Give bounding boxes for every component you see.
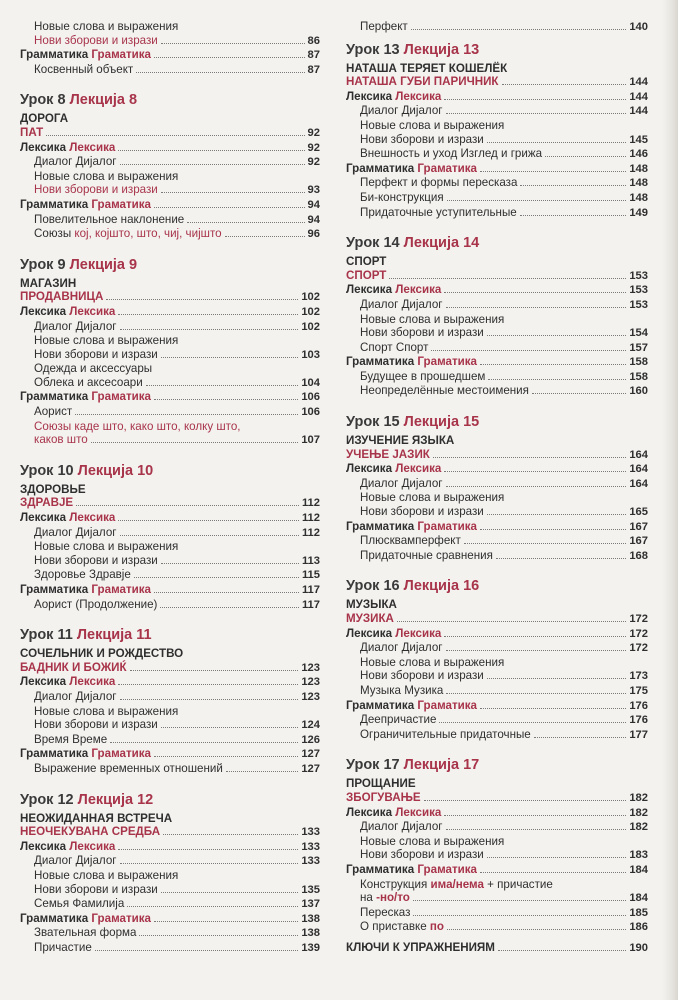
toc-entry[interactable]: Облека и аксесоари 104 bbox=[34, 375, 320, 389]
lesson-heading-16: Урок 16 Лекција 16 bbox=[346, 578, 480, 595]
toc-entry[interactable]: Повелительное наклонение 94 bbox=[34, 212, 320, 226]
lesson-title-entry[interactable]: МУЗИКА 172 bbox=[346, 612, 648, 625]
toc-entry[interactable]: Внешность и уход Изглед и грижа 146 bbox=[360, 147, 648, 161]
lesson-title-entry[interactable]: ЗДРАВЈЕ 112 bbox=[20, 496, 320, 510]
toc-entry-text: Новые слова и выражения bbox=[360, 834, 505, 848]
toc-entry[interactable]: Перфект 140 bbox=[360, 20, 648, 33]
toc-section-lexicon[interactable]: Лексика Лексика 144 bbox=[346, 89, 648, 103]
toc-entry[interactable]: Здоровье Здравје 115 bbox=[34, 568, 320, 582]
toc-entry-answer-keys[interactable]: КЛЮЧИ К УПРАЖНЕНИЯМ 190 bbox=[346, 940, 648, 954]
toc-entry[interactable]: Будущее в прошедшем 158 bbox=[360, 369, 648, 383]
toc-entry[interactable]: Аорист 106 bbox=[34, 405, 320, 419]
toc-entry-text: Новые слова и выражения bbox=[360, 118, 505, 132]
toc-entry[interactable]: Нови зборови и изрази 173 bbox=[360, 669, 648, 683]
toc-entry[interactable]: Нови зборови и изрази 86 bbox=[34, 33, 320, 47]
toc-section-grammar[interactable]: Грамматика Граматика 184 bbox=[346, 862, 648, 876]
toc-entry-text: Новые слова и выражения bbox=[34, 334, 179, 348]
toc-entry[interactable]: Диалог Дијалог 164 bbox=[360, 476, 648, 490]
toc-entry[interactable]: Диалог Дијалог 92 bbox=[34, 155, 320, 169]
toc-section-grammar[interactable]: Грамматика Граматика 138 bbox=[20, 911, 320, 925]
toc-entry-text: Новые слова и выражения bbox=[360, 491, 505, 505]
toc-entry[interactable]: Время Време 126 bbox=[34, 732, 320, 746]
lesson-title-entry[interactable]: ПРОДАВНИЦА 102 bbox=[20, 290, 320, 304]
toc-entry[interactable]: Придаточные уступительные 149 bbox=[360, 205, 648, 219]
toc-entry-text: Новые слова и выражения bbox=[34, 20, 179, 33]
lesson-title-entry[interactable]: УЧЕЊЕ ЈАЗИК 164 bbox=[346, 447, 648, 461]
toc-section-lexicon[interactable]: Лексика Лексика 92 bbox=[20, 140, 320, 154]
toc-entry[interactable]: Деепричастие 176 bbox=[360, 713, 648, 727]
leader-dots bbox=[161, 43, 305, 44]
toc-entry[interactable]: Спорт Спорт 157 bbox=[360, 340, 648, 354]
toc-entry[interactable]: на -но/то 184 bbox=[360, 891, 648, 905]
toc-entry[interactable]: Неопределённые местоимения 160 bbox=[360, 384, 648, 398]
toc-section-grammar[interactable]: Грамматика Граматика 127 bbox=[20, 747, 320, 761]
toc-entry[interactable]: О приставке по 186 bbox=[360, 920, 648, 934]
toc-section-lexicon[interactable]: Лексика Лексика 172 bbox=[346, 626, 648, 640]
toc-section-grammar[interactable]: Грамматика Граматика 148 bbox=[346, 161, 648, 175]
toc-entry-text: Новые слова и выражения bbox=[360, 312, 505, 326]
toc-entry-text: Одежда и аксессуары bbox=[34, 362, 153, 376]
lesson-title-ru: ПРОЩАНИЕ bbox=[346, 777, 416, 791]
toc-entry[interactable]: Семья Фамилија 137 bbox=[34, 897, 320, 911]
lesson-heading-9: Урок 9 Лекција 9 bbox=[20, 256, 138, 273]
toc-entry[interactable]: Союзы кој, којшто, што, чиј, чијшто 96 bbox=[34, 227, 320, 241]
toc-entry-text: Новые слова и выражения bbox=[34, 868, 179, 882]
lesson-heading-17: Урок 17 Лекција 17 bbox=[346, 757, 480, 774]
toc-entry[interactable]: Нови зборови и изрази 154 bbox=[360, 326, 648, 340]
toc-entry[interactable]: Звательная форма 138 bbox=[34, 926, 320, 940]
lesson-heading-12: Урок 12 Лекција 12 bbox=[20, 791, 154, 808]
toc-section-grammar[interactable]: Грамматика Граматика 167 bbox=[346, 519, 648, 533]
toc-entry[interactable]: Нови зборови и изрази 103 bbox=[34, 347, 320, 361]
lesson-title-entry[interactable]: ЗБОГУВАЊЕ 182 bbox=[346, 790, 648, 804]
lesson-title-ru: ИЗУЧЕНИЕ ЯЗЫКА bbox=[346, 434, 455, 448]
toc-entry[interactable]: каков што 107 bbox=[34, 433, 320, 447]
lesson-title-ru: МАГАЗИН bbox=[20, 276, 77, 290]
toc-section-grammar[interactable]: Грамматика Граматика 94 bbox=[20, 197, 320, 211]
toc-entry[interactable]: Придаточные сравнения 168 bbox=[360, 548, 648, 562]
lesson-title-ru: СПОРТ bbox=[346, 255, 387, 269]
lesson-heading-8: Урок 8 Лекција 8 bbox=[20, 92, 138, 109]
lesson-title-entry[interactable]: СПОРТ 153 bbox=[346, 268, 648, 282]
lesson-title-ru: СОЧЕЛЬНИК И РОЖДЕСТВО bbox=[20, 647, 184, 661]
lesson-title-ru: НЕОЖИДАННАЯ ВСТРЕЧА bbox=[20, 811, 173, 825]
lesson-title-entry[interactable]: ПАТ 92 bbox=[20, 125, 320, 139]
lesson-heading-11: Урок 11 Лекција 11 bbox=[20, 627, 152, 644]
toc-section-lexicon[interactable]: Лексика Лексика 153 bbox=[346, 283, 648, 297]
toc-entry[interactable]: Причастие 139 bbox=[34, 940, 320, 954]
lesson-title-ru: ДОРОГА bbox=[20, 112, 69, 126]
lesson-heading-15: Урок 15 Лекција 15 bbox=[346, 414, 480, 431]
toc-entry[interactable]: Плюсквамперфект 167 bbox=[360, 534, 648, 548]
toc-entry[interactable]: Косвенный объект 87 bbox=[34, 62, 320, 76]
toc-section-lexicon[interactable]: Лексика Лексика 123 bbox=[20, 675, 320, 689]
toc-entry-text: Новые слова и выражения bbox=[360, 655, 505, 669]
lesson-heading-10: Урок 10 Лекција 10 bbox=[20, 462, 154, 479]
toc-entry[interactable]: Диалог Дијалог 144 bbox=[360, 104, 648, 118]
toc-entry[interactable]: Диалог Дијалог 102 bbox=[34, 319, 320, 333]
toc-entry[interactable]: Выражение временных отношений 127 bbox=[34, 761, 320, 775]
toc-entry[interactable]: Диалог Дијалог 153 bbox=[360, 297, 648, 311]
page-edge-shadow bbox=[662, 0, 678, 1000]
toc-entry[interactable]: Диалог Дијалог 112 bbox=[34, 525, 320, 539]
toc-section-lexicon[interactable]: Лексика Лексика 112 bbox=[20, 511, 320, 525]
toc-entry[interactable]: Перфект и формы пересказа 148 bbox=[360, 176, 648, 190]
toc-entry[interactable]: Нови зборови и изрази 93 bbox=[34, 183, 320, 197]
toc-entry[interactable]: Диалог Дијалог 172 bbox=[360, 641, 648, 655]
toc-entry-text: Новые слова и выражения bbox=[34, 169, 179, 183]
toc-section-grammar[interactable]: Грамматика Граматика 117 bbox=[20, 583, 320, 596]
toc-entry[interactable]: Нови зборови и изрази 165 bbox=[360, 505, 648, 519]
lesson-heading-14: Урок 14 Лекција 14 bbox=[346, 235, 480, 252]
lesson-title-entry[interactable]: НАТАША ГУБИ ПАРИЧНИК 144 bbox=[346, 75, 648, 89]
toc-entry[interactable]: Нови зборови и изрази 135 bbox=[34, 882, 320, 896]
toc-right-column bbox=[346, 20, 648, 955]
toc-entry-text: Новые слова и выражения bbox=[34, 704, 179, 718]
toc-entry[interactable]: Музыка Музика 175 bbox=[360, 683, 648, 697]
lesson-title-ru: ЗДОРОВЬЕ bbox=[20, 482, 86, 496]
lesson-title-ru: МУЗЫКА bbox=[346, 598, 397, 612]
toc-entry[interactable]: Нови зборови и изрази 145 bbox=[360, 132, 648, 146]
toc-entry-text: Конструкция има/нема + причастие bbox=[360, 877, 553, 891]
toc-entry[interactable]: Нови зборови и изрази 113 bbox=[34, 553, 320, 567]
toc-section-grammar[interactable]: Грамматика Граматика 106 bbox=[20, 390, 320, 404]
page-number: 86 bbox=[307, 34, 320, 47]
toc-entry[interactable]: Диалог Дијалог 182 bbox=[360, 820, 648, 834]
toc-section-lexicon[interactable]: Лексика Лексика 164 bbox=[346, 462, 648, 476]
toc-section-grammar[interactable]: Грамматика Граматика 176 bbox=[346, 698, 648, 712]
toc-section-grammar[interactable]: Грамматика Граматика 87 bbox=[20, 48, 320, 62]
toc-entry[interactable]: Аорист (Продолжение) 117 bbox=[34, 597, 320, 611]
toc-entry[interactable]: Би-конструкция 148 bbox=[360, 190, 648, 204]
toc-section-lexicon[interactable]: Лексика Лексика 133 bbox=[20, 839, 320, 853]
toc-entry-text: Союзы каде што, како што, колку што, bbox=[34, 419, 241, 433]
toc-entry[interactable]: Диалог Дијалог 133 bbox=[34, 854, 320, 868]
toc-entry[interactable]: Нови зборови и изрази 124 bbox=[34, 718, 320, 732]
lesson-title-ru: НАТАША ТЕРЯЕТ КОШЕЛЁК bbox=[346, 61, 508, 75]
toc-section-lexicon[interactable]: Лексика Лексика 102 bbox=[20, 304, 320, 318]
toc-section-lexicon[interactable]: Лексика Лексика 182 bbox=[346, 805, 648, 819]
lesson-title-entry[interactable]: БАДНИК И БОЖИЌ 123 bbox=[20, 660, 320, 674]
toc-entry[interactable]: Пересказ 185 bbox=[360, 905, 648, 919]
lesson-title-entry[interactable]: НЕОЧЕКУВАНА СРЕДБА 133 bbox=[20, 825, 320, 839]
toc-entry[interactable]: Нови зборови и изрази 183 bbox=[360, 848, 648, 862]
toc-section-grammar[interactable]: Грамматика Граматика 158 bbox=[346, 355, 648, 369]
lesson-heading-13: Урок 13 Лекција 13 bbox=[346, 41, 480, 58]
toc-entry[interactable]: Диалог Дијалог 123 bbox=[34, 689, 320, 703]
toc-entry-text: Новые слова и выражения bbox=[34, 540, 179, 554]
toc-left-column bbox=[20, 20, 320, 955]
toc-entry[interactable]: Ограничительные придаточные 177 bbox=[360, 727, 648, 741]
